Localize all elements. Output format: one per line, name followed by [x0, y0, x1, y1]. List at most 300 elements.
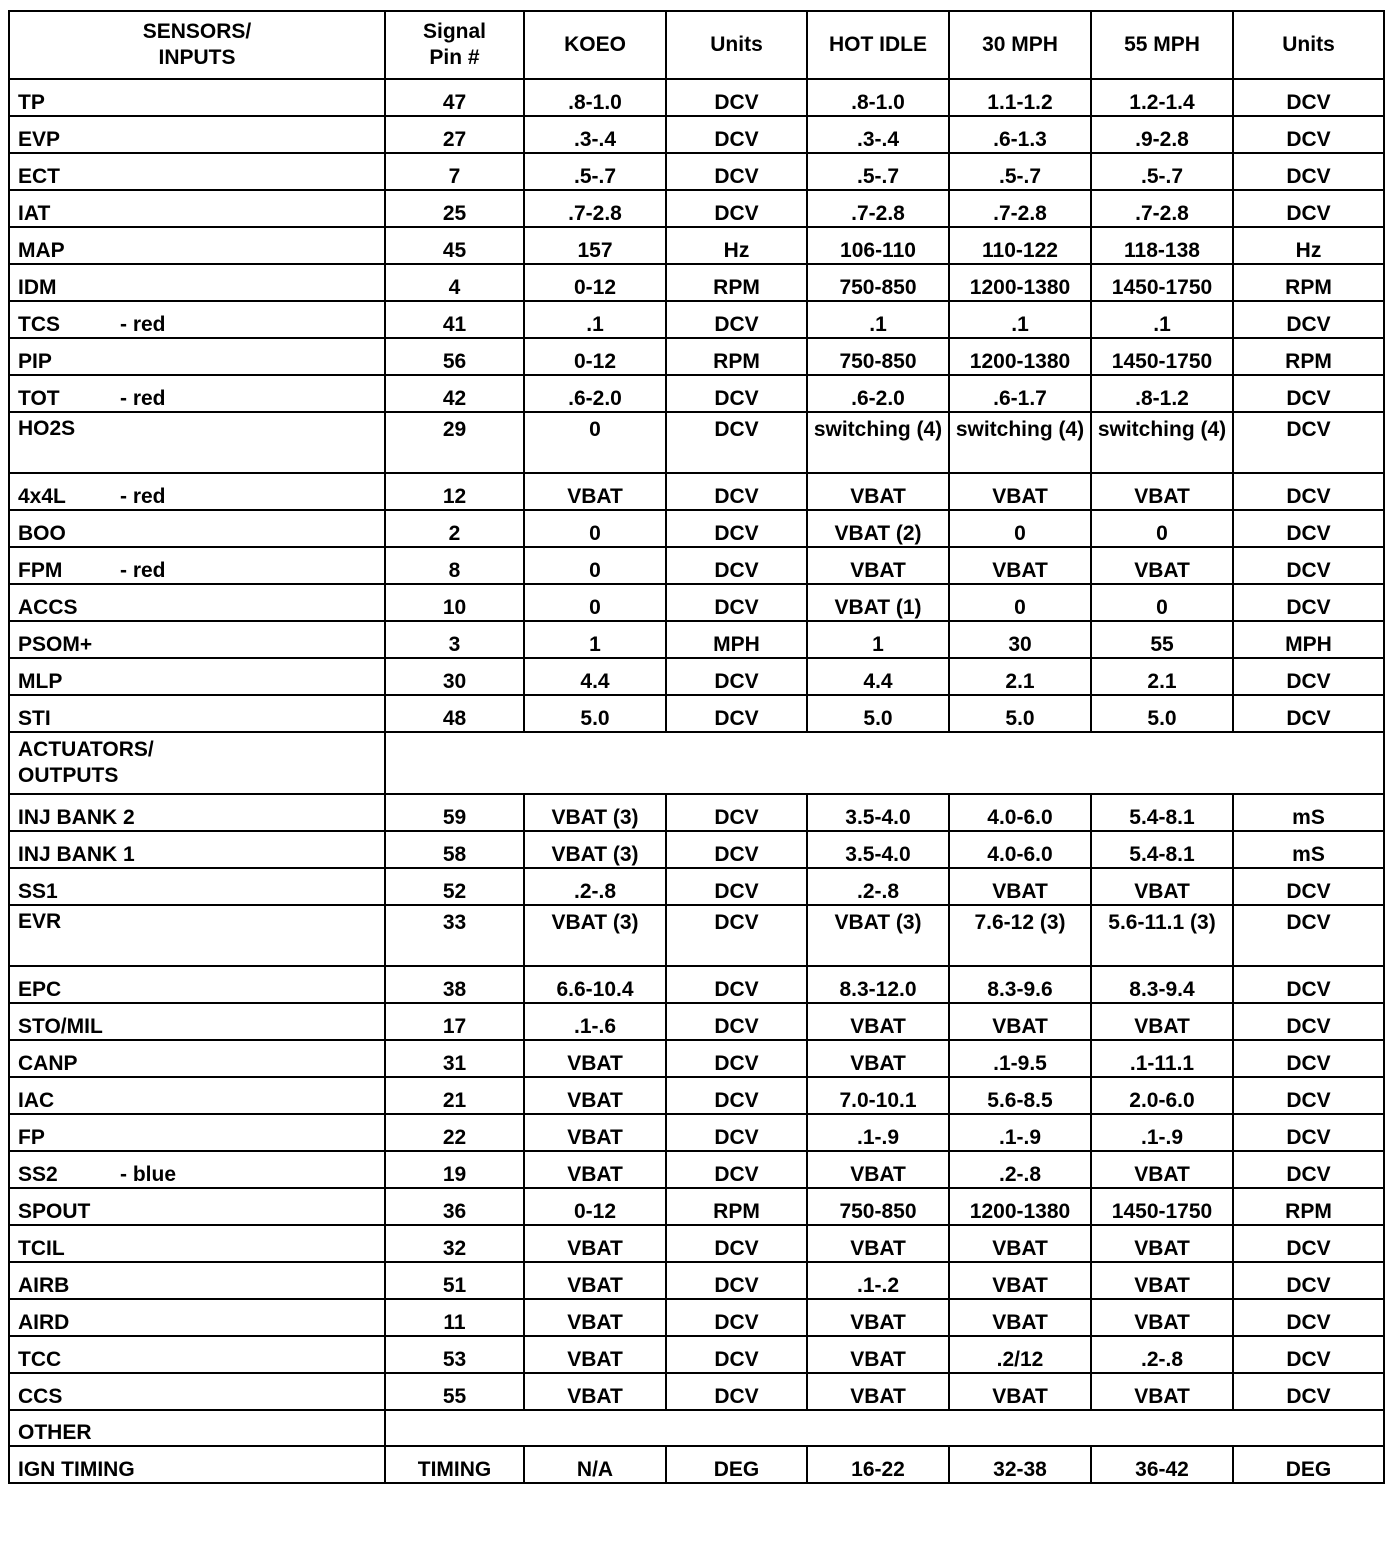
units2-cell: DCV — [1233, 658, 1384, 695]
pin-cell: TIMING — [385, 1446, 524, 1483]
mph30-cell: VBAT — [949, 1225, 1091, 1262]
header-signal-line1: Signal — [422, 20, 486, 43]
koeo-cell: VBAT — [524, 1262, 666, 1299]
mph30-cell: 1200-1380 — [949, 264, 1091, 301]
hot-idle-cell: .2-.8 — [807, 868, 949, 905]
units-cell: DCV — [666, 794, 807, 831]
table-row — [9, 1225, 1384, 1262]
table-row — [9, 338, 1384, 375]
signal-name-cell — [9, 905, 385, 966]
units-cell: DCV — [666, 905, 807, 966]
mph30-cell: 1.1-1.2 — [949, 79, 1091, 116]
signal-name: IAT — [18, 202, 51, 225]
units2-cell: DCV — [1233, 695, 1384, 732]
koeo-cell: VBAT — [524, 1225, 666, 1262]
table-row — [9, 375, 1384, 412]
table-row — [9, 1446, 1384, 1483]
table-row — [9, 1040, 1384, 1077]
mph30-cell: 7.6-12 (3) — [949, 905, 1091, 966]
signal-name: CANP — [18, 1052, 78, 1075]
table-row — [9, 1262, 1384, 1299]
signal-name-cell — [9, 1262, 385, 1299]
signal-name: MAP — [18, 239, 65, 262]
units2-cell: DCV — [1233, 1040, 1384, 1077]
signal-name-cell — [9, 584, 385, 621]
signal-name: 4x4L — [18, 485, 66, 508]
mph30-cell: 5.0 — [949, 695, 1091, 732]
units2-cell: DCV — [1233, 868, 1384, 905]
signal-name-cell — [9, 1114, 385, 1151]
units2-cell: DCV — [1233, 1299, 1384, 1336]
signal-name-cell — [9, 338, 385, 375]
koeo-cell: 0 — [524, 547, 666, 584]
hot-idle-cell: .5-.7 — [807, 153, 949, 190]
header-30-mph: 30 MPH — [949, 11, 1091, 79]
mph30-cell: .2/12 — [949, 1336, 1091, 1373]
mph55-cell: VBAT — [1091, 868, 1233, 905]
units2-cell: DCV — [1233, 510, 1384, 547]
mph55-cell: .9-2.8 — [1091, 116, 1233, 153]
koeo-cell: VBAT — [524, 1040, 666, 1077]
other-section-row — [9, 1410, 1384, 1446]
mph55-cell: .8-1.2 — [1091, 375, 1233, 412]
signal-name-cell — [9, 79, 385, 116]
mph55-cell: switching (4) — [1091, 412, 1233, 473]
table-row — [9, 868, 1384, 905]
signal-name: ACCS — [18, 596, 78, 619]
hot-idle-cell: 750-850 — [807, 264, 949, 301]
units2-cell: mS — [1233, 794, 1384, 831]
units-cell: DCV — [666, 153, 807, 190]
signal-name: ECT — [18, 165, 60, 188]
mph55-cell: VBAT — [1091, 1003, 1233, 1040]
units2-cell: Hz — [1233, 227, 1384, 264]
mph30-cell: 4.0-6.0 — [949, 794, 1091, 831]
units-cell: RPM — [666, 338, 807, 375]
signal-name: STO/MIL — [18, 1015, 103, 1038]
koeo-cell: VBAT (3) — [524, 831, 666, 868]
units-cell: DCV — [666, 831, 807, 868]
mph55-cell: VBAT — [1091, 547, 1233, 584]
wire-color-note: - red — [120, 485, 166, 508]
units2-cell: DCV — [1233, 1262, 1384, 1299]
table-row — [9, 190, 1384, 227]
pin-cell: 27 — [385, 116, 524, 153]
signal-name-cell — [9, 1077, 385, 1114]
header-sensors-line1: SENSORS/ — [142, 20, 252, 43]
actuators-section-blank — [385, 732, 1384, 794]
units-cell: DEG — [666, 1446, 807, 1483]
table-row — [9, 1299, 1384, 1336]
hot-idle-cell: VBAT (1) — [807, 584, 949, 621]
mph30-cell: VBAT — [949, 1373, 1091, 1410]
hot-idle-cell: VBAT (2) — [807, 510, 949, 547]
pin-cell: 17 — [385, 1003, 524, 1040]
units2-cell: DCV — [1233, 412, 1384, 473]
signal-name-cell — [9, 794, 385, 831]
signal-name-cell — [9, 831, 385, 868]
mph55-cell: .1-.9 — [1091, 1114, 1233, 1151]
koeo-cell: 1 — [524, 621, 666, 658]
pin-cell: 29 — [385, 412, 524, 473]
mph30-cell: VBAT — [949, 868, 1091, 905]
mph55-cell: VBAT — [1091, 1373, 1233, 1410]
hot-idle-cell: .3-.4 — [807, 116, 949, 153]
other-section-label-line: OTHER — [18, 1421, 92, 1444]
units-cell: DCV — [666, 1151, 807, 1188]
mph30-cell: .1-9.5 — [949, 1040, 1091, 1077]
table-row — [9, 621, 1384, 658]
signal-name-cell — [9, 412, 385, 473]
table-row — [9, 1188, 1384, 1225]
hot-idle-cell: VBAT — [807, 1225, 949, 1262]
mph30-cell: VBAT — [949, 1299, 1091, 1336]
mph55-cell: 2.0-6.0 — [1091, 1077, 1233, 1114]
signal-name-cell — [9, 264, 385, 301]
mph55-cell: 2.1 — [1091, 658, 1233, 695]
signal-name: AIRB — [18, 1274, 70, 1297]
mph30-cell: .7-2.8 — [949, 190, 1091, 227]
mph55-cell: VBAT — [1091, 1151, 1233, 1188]
signal-name: INJ BANK 2 — [18, 806, 135, 829]
mph30-cell: 0 — [949, 584, 1091, 621]
mph55-cell: VBAT — [1091, 1299, 1233, 1336]
units-cell: RPM — [666, 264, 807, 301]
units2-cell: DCV — [1233, 153, 1384, 190]
signal-name: TCS — [18, 313, 60, 336]
hot-idle-cell: 1 — [807, 621, 949, 658]
signal-name-cell — [9, 301, 385, 338]
mph55-cell: VBAT — [1091, 1225, 1233, 1262]
signal-name-cell — [9, 510, 385, 547]
koeo-cell: .1 — [524, 301, 666, 338]
signal-name: EPC — [18, 978, 62, 1001]
mph55-cell: 118-138 — [1091, 227, 1233, 264]
table-row — [9, 301, 1384, 338]
signal-name: SPOUT — [18, 1200, 91, 1223]
pin-cell: 58 — [385, 831, 524, 868]
mph30-cell: 8.3-9.6 — [949, 966, 1091, 1003]
hot-idle-cell: 750-850 — [807, 338, 949, 375]
hot-idle-cell: 7.0-10.1 — [807, 1077, 949, 1114]
signal-name-cell — [9, 1446, 385, 1483]
signal-name-cell — [9, 695, 385, 732]
koeo-cell: 0-12 — [524, 338, 666, 375]
header-units-2: Units — [1233, 11, 1384, 79]
signal-name: INJ BANK 1 — [18, 843, 135, 866]
pin-cell: 52 — [385, 868, 524, 905]
pin-cell: 33 — [385, 905, 524, 966]
hot-idle-cell: VBAT — [807, 1336, 949, 1373]
signal-name-cell — [9, 547, 385, 584]
pin-cell: 32 — [385, 1225, 524, 1262]
pin-cell: 42 — [385, 375, 524, 412]
units-cell: DCV — [666, 1225, 807, 1262]
units-cell: DCV — [666, 695, 807, 732]
mph55-cell: 1450-1750 — [1091, 264, 1233, 301]
units-cell: DCV — [666, 412, 807, 473]
mph30-cell: .1 — [949, 301, 1091, 338]
table-row — [9, 1151, 1384, 1188]
hot-idle-cell: switching (4) — [807, 412, 949, 473]
units2-cell: MPH — [1233, 621, 1384, 658]
signal-name-cell — [9, 1225, 385, 1262]
hot-idle-cell: VBAT — [807, 1373, 949, 1410]
header-koeo: KOEO — [524, 11, 666, 79]
koeo-cell: 157 — [524, 227, 666, 264]
pin-cell: 55 — [385, 1373, 524, 1410]
mph55-cell: 0 — [1091, 584, 1233, 621]
koeo-cell: 0 — [524, 584, 666, 621]
mph55-cell: 5.6-11.1 (3) — [1091, 905, 1233, 966]
units2-cell: mS — [1233, 831, 1384, 868]
pin-cell: 56 — [385, 338, 524, 375]
pin-cell: 21 — [385, 1077, 524, 1114]
signal-name: FPM — [18, 559, 63, 582]
koeo-cell: VBAT — [524, 473, 666, 510]
hot-idle-cell: 750-850 — [807, 1188, 949, 1225]
pin-cell: 59 — [385, 794, 524, 831]
mph55-cell: 8.3-9.4 — [1091, 966, 1233, 1003]
signal-name: TCIL — [18, 1237, 65, 1260]
mph55-cell: 1450-1750 — [1091, 338, 1233, 375]
koeo-cell: .8-1.0 — [524, 79, 666, 116]
mph55-cell: 5.4-8.1 — [1091, 794, 1233, 831]
hot-idle-cell: .1-.9 — [807, 1114, 949, 1151]
table-row — [9, 658, 1384, 695]
wire-color-note: - red — [120, 313, 166, 336]
units2-cell: DCV — [1233, 966, 1384, 1003]
hot-idle-cell: VBAT — [807, 547, 949, 584]
signal-name: AIRD — [18, 1311, 70, 1334]
pin-cell: 47 — [385, 79, 524, 116]
signal-name: EVP — [18, 128, 61, 151]
signal-name-cell — [9, 153, 385, 190]
units-cell: RPM — [666, 1188, 807, 1225]
units-cell: DCV — [666, 1040, 807, 1077]
units2-cell: DCV — [1233, 116, 1384, 153]
table-row — [9, 510, 1384, 547]
signal-name: HO2S — [18, 417, 76, 440]
pin-cell: 25 — [385, 190, 524, 227]
units-cell: DCV — [666, 1336, 807, 1373]
pin-cell: 31 — [385, 1040, 524, 1077]
units2-cell: DCV — [1233, 1077, 1384, 1114]
hot-idle-cell: VBAT — [807, 1299, 949, 1336]
units-cell: DCV — [666, 1373, 807, 1410]
table-row — [9, 116, 1384, 153]
pin-cell: 41 — [385, 301, 524, 338]
koeo-cell: .7-2.8 — [524, 190, 666, 227]
signal-name: BOO — [18, 522, 66, 545]
hot-idle-cell: VBAT (3) — [807, 905, 949, 966]
hot-idle-cell: 8.3-12.0 — [807, 966, 949, 1003]
signal-name-cell — [9, 375, 385, 412]
table-row — [9, 695, 1384, 732]
table-row — [9, 473, 1384, 510]
hot-idle-cell: .8-1.0 — [807, 79, 949, 116]
koeo-cell: 0 — [524, 412, 666, 473]
signal-name-cell — [9, 868, 385, 905]
pin-cell: 2 — [385, 510, 524, 547]
hot-idle-cell: 3.5-4.0 — [807, 794, 949, 831]
units2-cell: DEG — [1233, 1446, 1384, 1483]
units2-cell: DCV — [1233, 190, 1384, 227]
koeo-cell: VBAT — [524, 1336, 666, 1373]
units2-cell: DCV — [1233, 1114, 1384, 1151]
units-cell: DCV — [666, 1003, 807, 1040]
signal-name: SS1 — [18, 880, 58, 903]
table-row — [9, 1336, 1384, 1373]
header-signal-line2: Pin # — [429, 46, 480, 69]
signal-name: PIP — [18, 350, 52, 373]
actuators-section-row — [9, 732, 1384, 794]
koeo-cell: .6-2.0 — [524, 375, 666, 412]
mph55-cell: 36-42 — [1091, 1446, 1233, 1483]
signal-name-cell — [9, 1373, 385, 1410]
mph30-cell: 110-122 — [949, 227, 1091, 264]
signal-name: IDM — [18, 276, 57, 299]
actuators-section-label-line: OUTPUTS — [18, 764, 119, 787]
units-cell: DCV — [666, 190, 807, 227]
mph55-cell: 5.0 — [1091, 695, 1233, 732]
mph55-cell: .1-11.1 — [1091, 1040, 1233, 1077]
signal-name: IAC — [18, 1089, 55, 1112]
wire-color-note: - red — [120, 387, 166, 410]
pin-cell: 53 — [385, 1336, 524, 1373]
units-cell: DCV — [666, 1262, 807, 1299]
pin-cell: 36 — [385, 1188, 524, 1225]
units-cell: DCV — [666, 375, 807, 412]
hot-idle-cell: 4.4 — [807, 658, 949, 695]
koeo-cell: VBAT (3) — [524, 794, 666, 831]
table-row — [9, 227, 1384, 264]
pin-cell: 10 — [385, 584, 524, 621]
pin-cell: 19 — [385, 1151, 524, 1188]
table-row — [9, 794, 1384, 831]
koeo-cell: .1-.6 — [524, 1003, 666, 1040]
signal-name: FP — [18, 1126, 45, 1149]
units2-cell: DCV — [1233, 375, 1384, 412]
mph30-cell: .6-1.3 — [949, 116, 1091, 153]
hot-idle-cell: VBAT — [807, 1151, 949, 1188]
mph55-cell: 5.4-8.1 — [1091, 831, 1233, 868]
table-body — [9, 79, 1384, 1483]
units-cell: DCV — [666, 658, 807, 695]
mph30-cell: .2-.8 — [949, 1151, 1091, 1188]
koeo-cell: N/A — [524, 1446, 666, 1483]
units-cell: DCV — [666, 116, 807, 153]
units-cell: DCV — [666, 1077, 807, 1114]
mph55-cell: VBAT — [1091, 1262, 1233, 1299]
units2-cell: DCV — [1233, 473, 1384, 510]
signal-name: CCS — [18, 1385, 63, 1408]
hot-idle-cell: 5.0 — [807, 695, 949, 732]
pin-cell: 30 — [385, 658, 524, 695]
signal-name-cell — [9, 966, 385, 1003]
signal-name-cell — [9, 1336, 385, 1373]
other-section-label — [9, 1410, 385, 1446]
mph30-cell: .5-.7 — [949, 153, 1091, 190]
units-cell: DCV — [666, 301, 807, 338]
units2-cell: DCV — [1233, 79, 1384, 116]
actuators-section-label-line: ACTUATORS/ — [18, 738, 154, 761]
header-sensors-inputs — [9, 11, 385, 79]
units-cell: DCV — [666, 547, 807, 584]
koeo-cell: 6.6-10.4 — [524, 966, 666, 1003]
koeo-cell: VBAT (3) — [524, 905, 666, 966]
signal-name: STI — [18, 707, 51, 730]
other-section-blank — [385, 1410, 1384, 1446]
units2-cell: RPM — [1233, 264, 1384, 301]
mph30-cell: VBAT — [949, 473, 1091, 510]
mph55-cell: VBAT — [1091, 473, 1233, 510]
signal-name-cell — [9, 1188, 385, 1225]
table-row — [9, 412, 1384, 473]
koeo-cell: 0-12 — [524, 1188, 666, 1225]
table-row — [9, 1003, 1384, 1040]
units-cell: DCV — [666, 868, 807, 905]
units-cell: MPH — [666, 621, 807, 658]
actuators-section-label — [9, 732, 385, 794]
pinpoint-values-table — [8, 10, 1385, 1484]
header-units-1: Units — [666, 11, 807, 79]
hot-idle-cell: VBAT — [807, 1003, 949, 1040]
wire-color-note: - blue — [120, 1163, 176, 1186]
mph55-cell: 1450-1750 — [1091, 1188, 1233, 1225]
mph55-cell: .5-.7 — [1091, 153, 1233, 190]
mph55-cell: .1 — [1091, 301, 1233, 338]
header-55-mph: 55 MPH — [1091, 11, 1233, 79]
signal-name-cell — [9, 227, 385, 264]
signal-name: SS2 — [18, 1163, 58, 1186]
signal-name-cell — [9, 658, 385, 695]
table-row — [9, 966, 1384, 1003]
units-cell: DCV — [666, 584, 807, 621]
pin-cell: 3 — [385, 621, 524, 658]
koeo-cell: 5.0 — [524, 695, 666, 732]
pin-cell: 48 — [385, 695, 524, 732]
hot-idle-cell: VBAT — [807, 1040, 949, 1077]
koeo-cell: .2-.8 — [524, 868, 666, 905]
hot-idle-cell: VBAT — [807, 473, 949, 510]
units2-cell: DCV — [1233, 301, 1384, 338]
signal-name: MLP — [18, 670, 63, 693]
units2-cell: DCV — [1233, 1151, 1384, 1188]
koeo-cell: VBAT — [524, 1373, 666, 1410]
hot-idle-cell: 16-22 — [807, 1446, 949, 1483]
hot-idle-cell: .1 — [807, 301, 949, 338]
mph30-cell: switching (4) — [949, 412, 1091, 473]
mph30-cell: 5.6-8.5 — [949, 1077, 1091, 1114]
mph30-cell: VBAT — [949, 1003, 1091, 1040]
hot-idle-cell: .1-.2 — [807, 1262, 949, 1299]
table-row — [9, 584, 1384, 621]
units2-cell: DCV — [1233, 1003, 1384, 1040]
hot-idle-cell: 106-110 — [807, 227, 949, 264]
hot-idle-cell: 3.5-4.0 — [807, 831, 949, 868]
koeo-cell: 0 — [524, 510, 666, 547]
table-row — [9, 547, 1384, 584]
signal-name-cell — [9, 621, 385, 658]
signal-name: PSOM+ — [18, 633, 93, 656]
header-sensors-line2: INPUTS — [158, 46, 236, 69]
table-row — [9, 1114, 1384, 1151]
units-cell: DCV — [666, 1299, 807, 1336]
koeo-cell: 4.4 — [524, 658, 666, 695]
pin-cell: 51 — [385, 1262, 524, 1299]
hot-idle-cell: .6-2.0 — [807, 375, 949, 412]
